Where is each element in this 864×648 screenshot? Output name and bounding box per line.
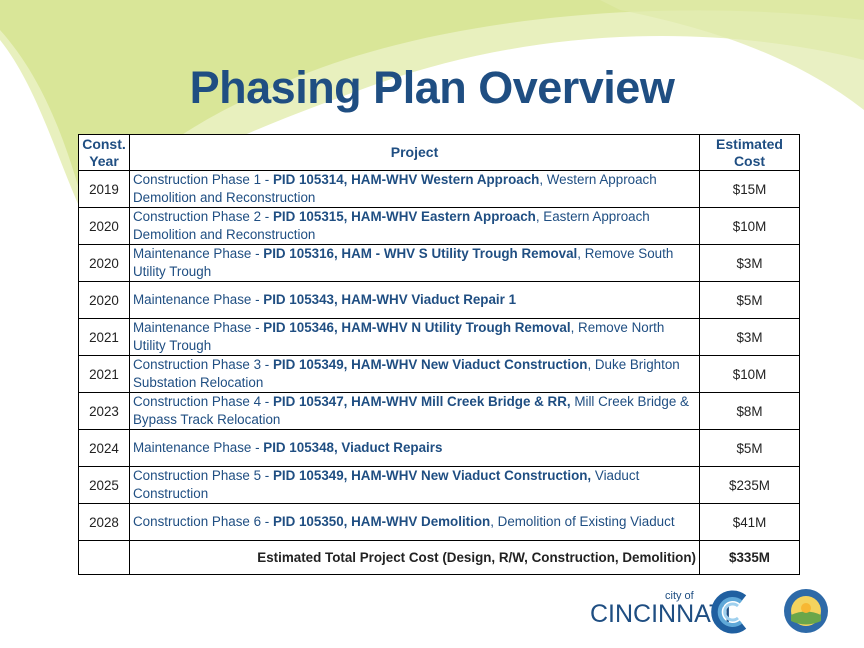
row-project (130, 171, 700, 208)
row-project (130, 245, 700, 282)
row-project (130, 356, 700, 393)
row-year: 2021 (79, 356, 130, 393)
row-phase: Construction Phase 2 - (133, 209, 273, 224)
logo-city-name: CINCINNATI (590, 600, 732, 628)
row-project (130, 430, 700, 467)
row-description: Mill Creek Bridge & Bypass Track Relocation (133, 394, 689, 427)
row-pid: PID 105349, HAM-WHV New Viaduct Construction, (272, 468, 592, 483)
row-description: , Eastern Approach Demolition and Reconstruction (133, 209, 650, 242)
row-year: 2025 (79, 467, 130, 504)
row-cost: $10M (700, 208, 800, 245)
total-empty-cell (79, 541, 130, 575)
row-pid: PID 105316, HAM - WHV S Utility Trough Removal (263, 246, 578, 261)
row-year: 2020 (79, 208, 130, 245)
row-year: 2020 (79, 282, 130, 319)
row-phase: Construction Phase 4 - (133, 394, 273, 409)
table-row (79, 282, 800, 319)
table-row (79, 171, 800, 208)
row-cost: $8M (700, 393, 800, 430)
row-description: , Demolition of Existing Viaduct (490, 514, 675, 529)
table-row (79, 430, 800, 467)
header-project: Project (130, 135, 700, 171)
row-year: 2024 (79, 430, 130, 467)
hamilton-county-seal-icon (783, 588, 829, 634)
header-year: Const. Year (79, 135, 130, 171)
table-row (79, 393, 800, 430)
row-cost: $41M (700, 504, 800, 541)
table-row (79, 504, 800, 541)
table-row (79, 319, 800, 356)
row-description: , Remove North Utility Trough (133, 320, 665, 353)
row-phase: Maintenance Phase - (133, 292, 264, 307)
row-pid: PID 105314, HAM-WHV Western Approach (272, 172, 540, 187)
row-project (130, 504, 700, 541)
row-description: , Duke Brighton Substation Relocation (133, 357, 680, 390)
row-project (130, 319, 700, 356)
row-description: Viaduct Construction (133, 468, 640, 501)
row-pid: PID 105343, HAM-WHV Viaduct Repair 1 (263, 292, 517, 307)
header-cost: Estimated Cost (700, 135, 800, 171)
row-year: 2019 (79, 171, 130, 208)
row-phase: Construction Phase 6 - (133, 514, 273, 529)
row-project (130, 467, 700, 504)
row-pid: PID 105346, HAM-WHV N Utility Trough Removal (263, 320, 571, 335)
row-pid: PID 105350, HAM-WHV Demolition (272, 514, 491, 529)
row-cost: $3M (700, 245, 800, 282)
row-phase: Maintenance Phase - (133, 246, 264, 261)
table-row (79, 208, 800, 245)
logo-city-of: city of (665, 590, 694, 602)
row-cost: $235M (700, 467, 800, 504)
row-description: , Remove South Utility Trough (133, 246, 674, 279)
row-phase: Construction Phase 5 - (133, 468, 273, 483)
row-project (130, 393, 700, 430)
row-pid: PID 105315, HAM-WHV Eastern Approach (272, 209, 536, 224)
page-title: Phasing Plan Overview (189, 62, 675, 113)
row-phase: Maintenance Phase - (133, 440, 264, 455)
row-cost: $5M (700, 430, 800, 467)
row-year: 2021 (79, 319, 130, 356)
table-row (79, 356, 800, 393)
row-year: 2023 (79, 393, 130, 430)
table-row (79, 245, 800, 282)
table-header-row (79, 135, 800, 171)
row-cost: $5M (700, 282, 800, 319)
row-description: , Western Approach Demolition and Reconstruction (133, 172, 657, 205)
total-row (79, 541, 800, 575)
row-pid: PID 105348, Viaduct Repairs (263, 440, 443, 455)
row-project (130, 282, 700, 319)
row-year: 2028 (79, 504, 130, 541)
cincinnati-c-logo-icon (708, 588, 756, 636)
row-phase: Construction Phase 1 - (133, 172, 273, 187)
row-phase: Construction Phase 3 - (133, 357, 273, 372)
table-row (79, 467, 800, 504)
row-phase: Maintenance Phase - (133, 320, 264, 335)
row-cost: $15M (700, 171, 800, 208)
row-pid: PID 105349, HAM-WHV New Viaduct Construction (272, 357, 588, 372)
row-year: 2020 (79, 245, 130, 282)
row-cost: $3M (700, 319, 800, 356)
total-label: Estimated Total Project Cost (Design, R/W, Construction, Demolition) (130, 541, 700, 575)
row-cost: $10M (700, 356, 800, 393)
phasing-table (78, 134, 800, 575)
row-pid: PID 105347, HAM-WHV Mill Creek Bridge & RR, (272, 394, 571, 409)
row-project (130, 208, 700, 245)
total-cost: $335M (700, 541, 800, 575)
